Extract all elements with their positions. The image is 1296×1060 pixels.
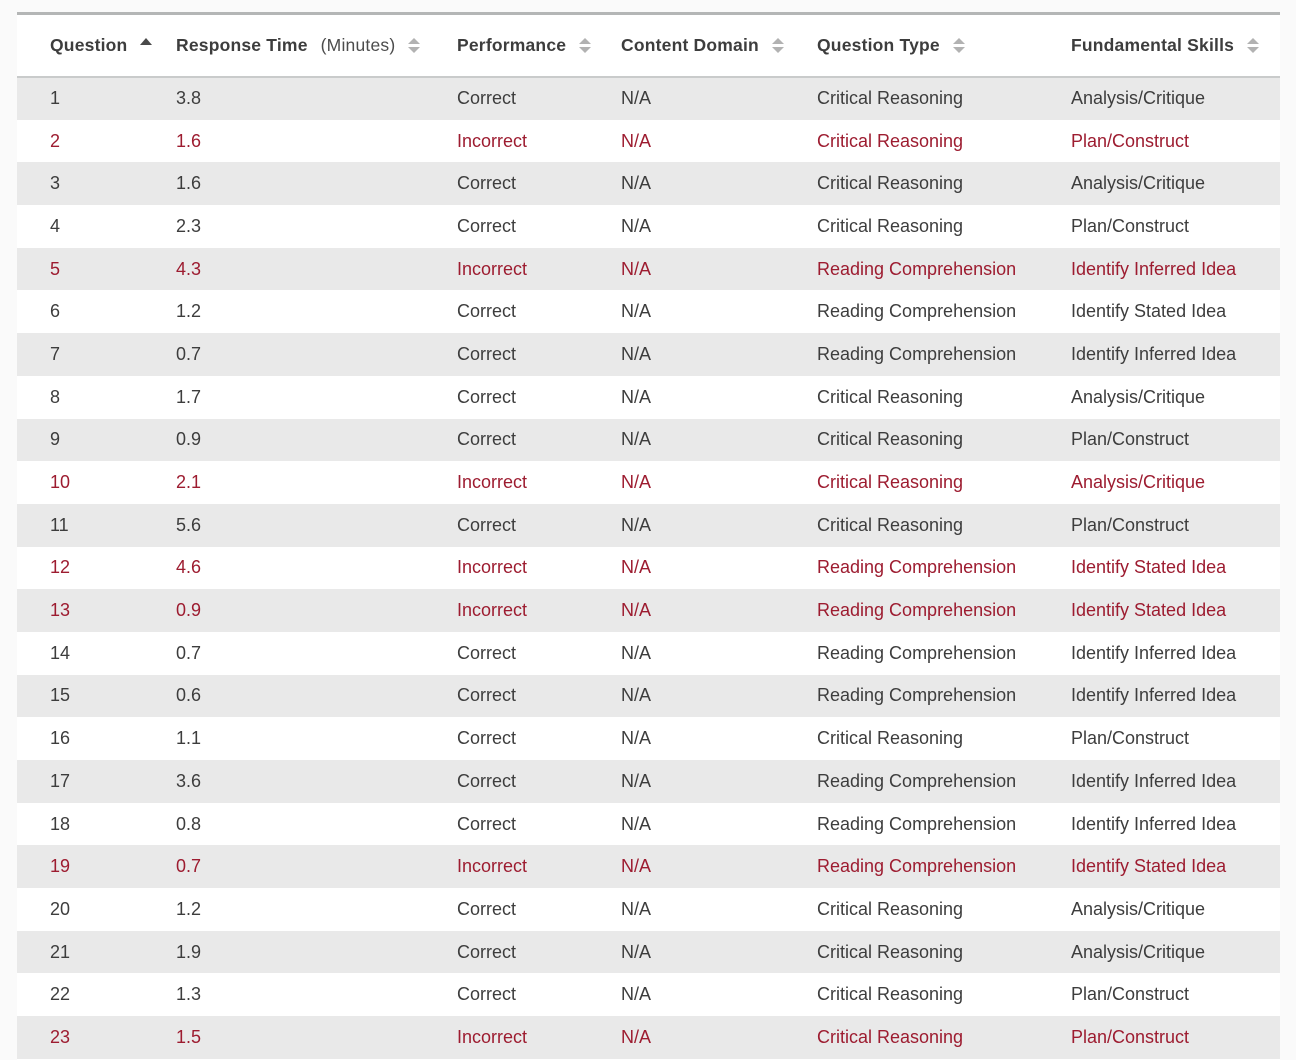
cell-fundamental-skills: Identify Inferred Idea <box>1071 685 1237 706</box>
cell-question-type: Critical Reasoning <box>817 386 964 407</box>
cell-fundamental-skills: Analysis/Critique <box>1071 472 1206 493</box>
table-row <box>17 419 1280 462</box>
cell-question: 13 <box>50 600 71 621</box>
cell-performance: Incorrect <box>457 600 528 621</box>
cell-content-domain: N/A <box>621 685 652 706</box>
table-row <box>17 248 1280 291</box>
cell-content-domain: N/A <box>621 514 652 535</box>
sort-icon[interactable] <box>579 38 591 53</box>
cell-fundamental-skills: Identify Stated Idea <box>1071 856 1227 877</box>
cell-response-time: 2.1 <box>176 472 202 493</box>
cell-response-time: 3.6 <box>176 770 202 791</box>
cell-response-time: 0.9 <box>176 600 202 621</box>
cell-performance: Incorrect <box>457 1026 528 1047</box>
sort-ascending-icon[interactable] <box>140 38 152 45</box>
column-label: Question <box>50 35 128 55</box>
cell-performance: Correct <box>457 301 517 322</box>
cell-performance: Correct <box>457 770 517 791</box>
cell-performance: Correct <box>457 685 517 706</box>
column-header-fundamental-skills[interactable] <box>1071 15 1280 77</box>
cell-performance: Correct <box>457 642 517 663</box>
cell-content-domain: N/A <box>621 1026 652 1047</box>
cell-content-domain: N/A <box>621 813 652 834</box>
cell-question-type: Critical Reasoning <box>817 898 964 919</box>
cell-fundamental-skills: Identify Stated Idea <box>1071 301 1227 322</box>
column-header-question[interactable] <box>17 15 176 77</box>
cell-fundamental-skills: Plan/Construct <box>1071 728 1190 749</box>
column-header-content-domain[interactable] <box>621 15 817 77</box>
cell-content-domain: N/A <box>621 770 652 791</box>
cell-question: 2 <box>50 130 61 151</box>
cell-content-domain: N/A <box>621 642 652 663</box>
cell-performance: Incorrect <box>457 130 528 151</box>
cell-content-domain: N/A <box>621 301 652 322</box>
cell-question: 6 <box>50 301 61 322</box>
results-table-container <box>17 12 1280 1060</box>
cell-question-type: Critical Reasoning <box>817 130 964 151</box>
cell-response-time: 4.3 <box>176 258 202 279</box>
cell-performance: Correct <box>457 343 517 364</box>
table-row <box>17 973 1280 1016</box>
cell-response-time: 1.7 <box>176 386 202 407</box>
cell-question-type: Reading Comprehension <box>817 856 1017 877</box>
table-row <box>17 931 1280 974</box>
table-row <box>17 162 1280 205</box>
cell-fundamental-skills: Plan/Construct <box>1071 514 1190 535</box>
cell-question-type: Critical Reasoning <box>817 514 964 535</box>
sort-icon[interactable] <box>408 38 420 53</box>
cell-question: 8 <box>50 386 61 407</box>
cell-content-domain: N/A <box>621 898 652 919</box>
column-sublabel: (Minutes) <box>320 35 396 55</box>
cell-fundamental-skills: Identify Inferred Idea <box>1071 258 1237 279</box>
cell-response-time: 1.3 <box>176 984 202 1005</box>
table-row <box>17 290 1280 333</box>
cell-response-time: 1.1 <box>176 728 202 749</box>
cell-response-time: 0.7 <box>176 856 202 877</box>
cell-question: 7 <box>50 343 61 364</box>
cell-question-type: Reading Comprehension <box>817 301 1017 322</box>
cell-fundamental-skills: Identify Stated Idea <box>1071 600 1227 621</box>
sort-icon[interactable] <box>772 38 784 53</box>
table-row <box>17 845 1280 888</box>
cell-question: 20 <box>50 898 71 919</box>
cell-performance: Correct <box>457 88 517 109</box>
table-row <box>17 77 1280 120</box>
cell-response-time: 5.6 <box>176 514 202 535</box>
cell-content-domain: N/A <box>621 130 652 151</box>
cell-performance: Correct <box>457 941 517 962</box>
cell-content-domain: N/A <box>621 728 652 749</box>
cell-question: 23 <box>50 1026 71 1047</box>
cell-response-time: 0.6 <box>176 685 202 706</box>
cell-response-time: 1.6 <box>176 173 202 194</box>
cell-response-time: 2.3 <box>176 215 202 236</box>
cell-content-domain: N/A <box>621 600 652 621</box>
cell-performance: Correct <box>457 984 517 1005</box>
cell-fundamental-skills: Identify Inferred Idea <box>1071 770 1237 791</box>
cell-performance: Incorrect <box>457 856 528 877</box>
table-body <box>17 77 1280 1059</box>
cell-fundamental-skills: Analysis/Critique <box>1071 941 1206 962</box>
cell-response-time: 0.8 <box>176 813 202 834</box>
table-row <box>17 376 1280 419</box>
cell-fundamental-skills: Plan/Construct <box>1071 130 1190 151</box>
cell-question-type: Critical Reasoning <box>817 429 964 450</box>
table-row <box>17 333 1280 376</box>
cell-question-type: Reading Comprehension <box>817 770 1017 791</box>
cell-question-type: Critical Reasoning <box>817 728 964 749</box>
cell-response-time: 1.2 <box>176 301 202 322</box>
cell-content-domain: N/A <box>621 557 652 578</box>
table-row <box>17 205 1280 248</box>
table-row <box>17 504 1280 547</box>
cell-performance: Incorrect <box>457 258 528 279</box>
table-row <box>17 675 1280 718</box>
table-header <box>17 15 1280 77</box>
column-header-response-time[interactable] <box>176 15 457 77</box>
cell-performance: Correct <box>457 728 517 749</box>
cell-question-type: Critical Reasoning <box>817 215 964 236</box>
cell-question-type: Reading Comprehension <box>817 685 1017 706</box>
cell-response-time: 1.6 <box>176 130 202 151</box>
question-results-table <box>17 15 1280 1059</box>
cell-question-type: Critical Reasoning <box>817 173 964 194</box>
cell-performance: Correct <box>457 429 517 450</box>
cell-fundamental-skills: Analysis/Critique <box>1071 386 1206 407</box>
cell-question-type: Reading Comprehension <box>817 343 1017 364</box>
cell-question-type: Critical Reasoning <box>817 88 964 109</box>
cell-fundamental-skills: Plan/Construct <box>1071 429 1190 450</box>
column-label: Fundamental Skills <box>1071 35 1235 55</box>
cell-content-domain: N/A <box>621 472 652 493</box>
column-header-performance[interactable] <box>457 15 621 77</box>
cell-question: 3 <box>50 173 61 194</box>
table-row <box>17 120 1280 163</box>
table-row <box>17 547 1280 590</box>
cell-content-domain: N/A <box>621 343 652 364</box>
cell-response-time: 1.9 <box>176 941 202 962</box>
cell-question: 9 <box>50 429 61 450</box>
cell-response-time: 4.6 <box>176 557 202 578</box>
cell-question-type: Reading Comprehension <box>817 813 1017 834</box>
cell-fundamental-skills: Plan/Construct <box>1071 984 1190 1005</box>
cell-performance: Correct <box>457 173 517 194</box>
cell-question-type: Reading Comprehension <box>817 557 1017 578</box>
cell-response-time: 0.7 <box>176 642 202 663</box>
cell-question: 21 <box>50 941 71 962</box>
cell-content-domain: N/A <box>621 386 652 407</box>
cell-question: 4 <box>50 215 61 236</box>
table-row <box>17 461 1280 504</box>
cell-content-domain: N/A <box>621 429 652 450</box>
cell-fundamental-skills: Plan/Construct <box>1071 1026 1190 1047</box>
cell-question-type: Reading Comprehension <box>817 600 1017 621</box>
cell-content-domain: N/A <box>621 173 652 194</box>
cell-performance: Incorrect <box>457 557 528 578</box>
cell-question: 15 <box>50 685 71 706</box>
cell-question: 19 <box>50 856 71 877</box>
table-row <box>17 760 1280 803</box>
cell-performance: Correct <box>457 813 517 834</box>
cell-response-time: 0.9 <box>176 429 202 450</box>
cell-response-time: 0.7 <box>176 343 202 364</box>
cell-question-type: Critical Reasoning <box>817 472 964 493</box>
cell-fundamental-skills: Plan/Construct <box>1071 215 1190 236</box>
table-row <box>17 589 1280 632</box>
cell-question: 1 <box>50 88 61 109</box>
cell-performance: Correct <box>457 386 517 407</box>
cell-performance: Incorrect <box>457 472 528 493</box>
cell-question-type: Critical Reasoning <box>817 984 964 1005</box>
cell-content-domain: N/A <box>621 88 652 109</box>
cell-fundamental-skills: Analysis/Critique <box>1071 88 1206 109</box>
column-label: Response Time <box>176 35 308 55</box>
column-label: Content Domain <box>621 35 759 55</box>
table-row <box>17 632 1280 675</box>
cell-question-type: Reading Comprehension <box>817 642 1017 663</box>
cell-question: 10 <box>50 472 71 493</box>
column-header-question-type[interactable] <box>817 15 1071 77</box>
cell-question: 17 <box>50 770 71 791</box>
cell-performance: Correct <box>457 215 517 236</box>
table-row <box>17 888 1280 931</box>
cell-content-domain: N/A <box>621 258 652 279</box>
cell-question-type: Critical Reasoning <box>817 941 964 962</box>
cell-response-time: 1.2 <box>176 898 202 919</box>
cell-response-time: 3.8 <box>176 88 202 109</box>
cell-question-type: Critical Reasoning <box>817 1026 964 1047</box>
cell-response-time: 1.5 <box>176 1026 202 1047</box>
cell-fundamental-skills: Identify Stated Idea <box>1071 557 1227 578</box>
cell-question: 11 <box>50 514 69 535</box>
cell-question: 14 <box>50 642 71 663</box>
column-label: Performance <box>457 35 567 55</box>
table-row <box>17 717 1280 760</box>
cell-fundamental-skills: Identify Inferred Idea <box>1071 813 1237 834</box>
cell-performance: Correct <box>457 514 517 535</box>
table-row <box>17 1016 1280 1059</box>
table-row <box>17 803 1280 846</box>
cell-question: 12 <box>50 557 71 578</box>
column-label: Question Type <box>817 35 940 55</box>
cell-question: 16 <box>50 728 71 749</box>
cell-question: 5 <box>50 258 61 279</box>
sort-icon[interactable] <box>1247 38 1259 53</box>
cell-performance: Correct <box>457 898 517 919</box>
cell-question-type: Reading Comprehension <box>817 258 1017 279</box>
cell-content-domain: N/A <box>621 941 652 962</box>
cell-content-domain: N/A <box>621 215 652 236</box>
cell-question: 22 <box>50 984 71 1005</box>
cell-fundamental-skills: Identify Inferred Idea <box>1071 343 1237 364</box>
cell-content-domain: N/A <box>621 856 652 877</box>
cell-question: 18 <box>50 813 71 834</box>
sort-icon[interactable] <box>953 38 965 53</box>
cell-content-domain: N/A <box>621 984 652 1005</box>
cell-fundamental-skills: Identify Inferred Idea <box>1071 642 1237 663</box>
cell-fundamental-skills: Analysis/Critique <box>1071 898 1206 919</box>
cell-fundamental-skills: Analysis/Critique <box>1071 173 1206 194</box>
